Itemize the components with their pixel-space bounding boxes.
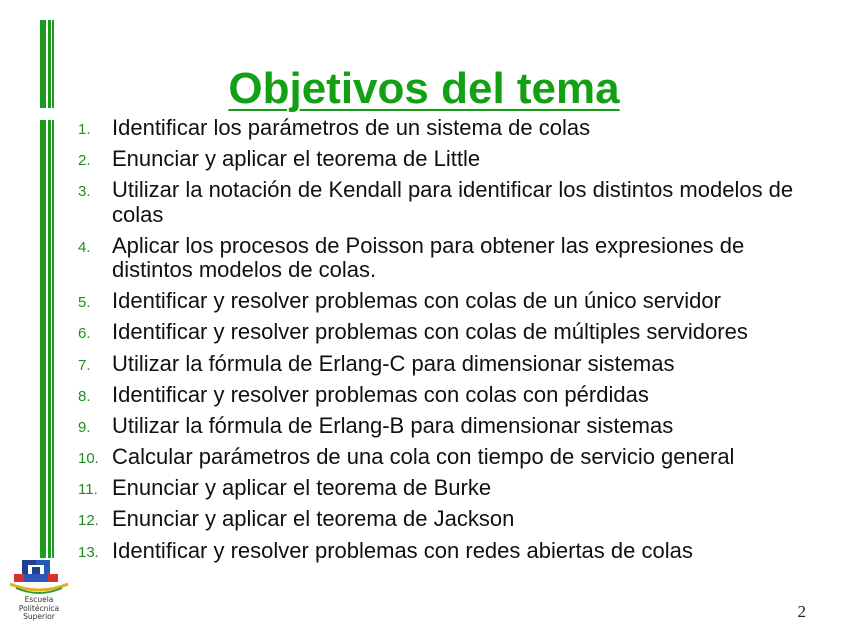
item-text: Identificar y resolver problemas con colas de múltiples servidores: [112, 319, 748, 345]
item-text: Enunciar y aplicar el teorema de Burke: [112, 475, 492, 501]
page-number: 2: [797, 602, 806, 621]
item-number: 12.: [78, 512, 99, 530]
school-logo: [4, 558, 74, 632]
item-text: Identificar y resolver problemas con colas con pérdidas: [112, 381, 649, 407]
list-item: [78, 178, 818, 226]
item-number: 13.: [78, 543, 99, 561]
list-item: [78, 234, 818, 282]
item-text: Aplicar los procesos de Poisson para obtener las expresiones de distintos modelos de colas.: [112, 232, 745, 282]
logo-line: Escuela: [24, 595, 54, 604]
item-number: 3.: [78, 183, 91, 201]
item-text: Utilizar la fórmula de Erlang-B para dimensionar sistemas: [112, 412, 674, 438]
item-text: Calcular parámetros de una cola con tiempo de servicio general: [112, 444, 735, 470]
item-text: Identificar los parámetros de un sistema de colas: [112, 115, 591, 140]
item-text: Identificar y resolver problemas con colas de un único servidor: [112, 288, 721, 314]
list-item: [78, 383, 818, 407]
list-item: [78, 445, 818, 469]
list-item: [78, 147, 818, 171]
list-item: [78, 539, 818, 563]
list-item: [78, 320, 818, 344]
school-logo-icon: [4, 558, 74, 598]
school-logo-text: [4, 596, 74, 622]
list-item: [78, 289, 818, 313]
logo-line: Superior: [23, 612, 55, 622]
item-text: Utilizar la notación de Kendall para identificar los distintos modelos de colas: [112, 177, 794, 227]
item-number: 7.: [78, 356, 91, 374]
logo-line: Politécnica: [18, 603, 60, 613]
item-text: Enunciar y aplicar el teorema de Jackson: [112, 506, 515, 532]
list-item: [78, 476, 818, 500]
item-number: 2.: [78, 152, 91, 170]
list-item: [78, 507, 818, 531]
item-number: 9.: [78, 418, 91, 436]
item-text: Enunciar y aplicar el teorema de Little: [112, 146, 481, 172]
item-number: 1.: [78, 121, 91, 138]
item-number: 11.: [78, 481, 98, 499]
slide-title: Objetivos del tema: [228, 64, 620, 114]
item-number: 5.: [78, 294, 91, 312]
objectives-list: [78, 116, 818, 570]
list-item: [78, 352, 818, 376]
list-item: [78, 116, 818, 140]
list-item: [78, 414, 818, 438]
item-text: Utilizar la fórmula de Erlang-C para dimensionar sistemas: [112, 350, 675, 376]
item-text: Identificar y resolver problemas con redes abiertas de colas: [112, 537, 693, 563]
side-decorative-bar: [40, 120, 54, 558]
item-number: 8.: [78, 387, 91, 405]
item-number: 6.: [78, 325, 91, 343]
item-number: 10.: [78, 450, 99, 468]
item-number: 4.: [78, 238, 91, 256]
